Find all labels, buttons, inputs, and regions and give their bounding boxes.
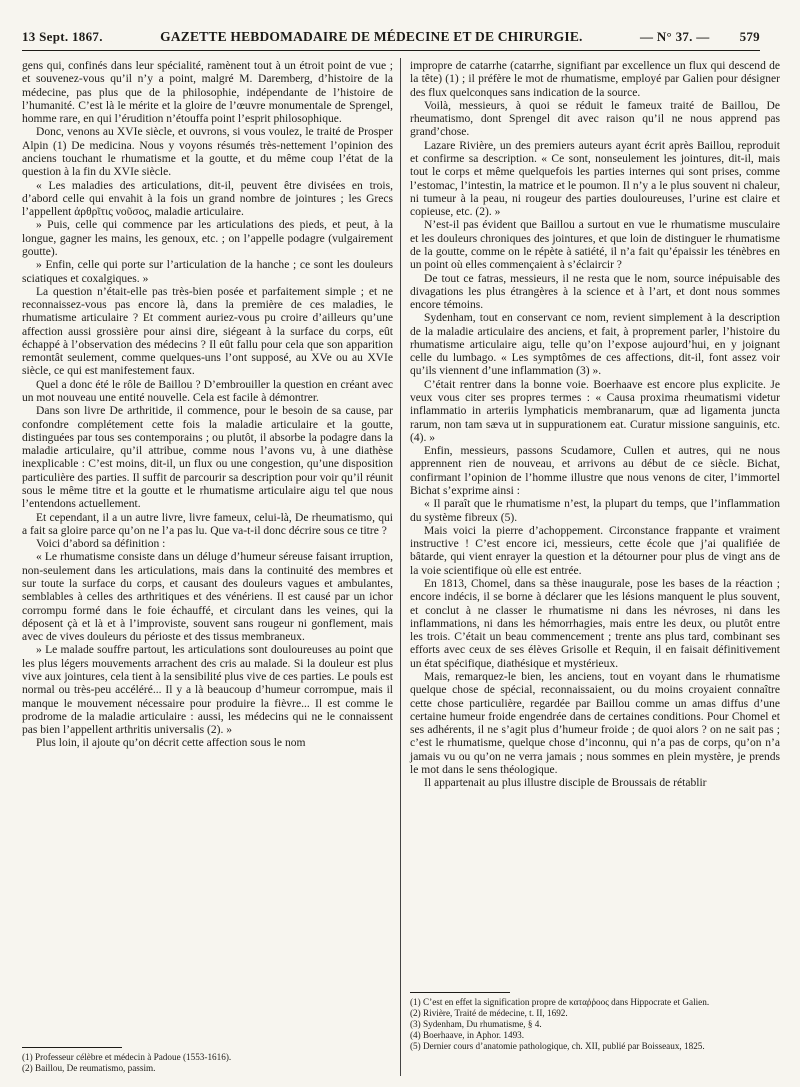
- header-date: 13 Sept. 1867.: [22, 29, 103, 44]
- paragraph: « Les maladies des articulations, dit-il, peuvent être divisées en trois, d’abord celle qui envahit à la fois un grand nombre de jointures ; les Grecs l’appellent ἀρθρῖτις νοῦσος, maladie articulaire.: [22, 179, 393, 219]
- paragraph: impropre de catarrhe (catarrhe, signifiant par excellence un flux qui descend de la tête) (1) ; il préfère le mot de rhumatisme, employé par Galien pour désigner des flux quelconques sans indication de la source.: [410, 60, 780, 99]
- footnote: (2) Rivière, Traité de médecine, t. II, 1692.: [410, 1008, 568, 1018]
- journal-title: GAZETTE HEBDOMADAIRE DE MÉDECINE ET DE CHIRURGIE.: [160, 29, 583, 44]
- footnote: (4) Boerhaave, in Aphor. 1493.: [410, 1030, 525, 1040]
- paragraph: Il appartenait au plus illustre disciple de Broussais de rétablir: [424, 777, 707, 790]
- paragraph: Plus loin, il ajoute qu’on décrit cette affection sous le nom: [36, 737, 306, 750]
- column-divider: [400, 58, 401, 1076]
- page-header: [22, 24, 760, 50]
- paragraph: N’est-il pas évident que Baillou a surtout en vue le rhumatisme musculaire et les douleurs chroniques des jointures, et que loin de distinguer le rhumatisme de la goutte, comme on le répète à satiété, il n’a fait qu’épaissir les ténèbres en un point où elles commençaient à s’éclaircir ?: [410, 219, 780, 272]
- right-column: [410, 60, 780, 790]
- footnote-rule: [410, 992, 510, 993]
- paragraph: » Enfin, celle qui porte sur l’articulation de la hanche ; ce sont les douleurs sciatiques et coxalgiques. »: [22, 259, 393, 285]
- paragraph: » Le malade souffre partout, les articulations sont douloureuses au point que les plus légers mouvements arrachent des cris au malade. Si la douleur est plus vive aux jointures, cela tient à la sensibilité plus vive de ces parties. Le pouls est normal ou très-peu accéléré... Il y a là beaucoup d’humeur corrompue, mais il manque le mouvement nécessaire pour produire la fièvre... Il est comme le prodrome de la maladie articulaire : aussi, les médecins qui ne le connaissent pas bien l’appellent arthritis universalis (2). »: [22, 644, 394, 737]
- footnote: (1) Professeur célèbre et médecin à Padoue (1553-1616).: [22, 1052, 232, 1062]
- footnote-rule: [22, 1047, 122, 1048]
- paragraph: Dans son livre De arthritide, il commence, pour le besoin de sa cause, par confondre complétement cette fois la maladie articulaire et la goutte, distinguées par tous ses contemporains ; ou plutôt, il absorbe la podagre dans la maladie articulaire, qu’il attribue, comme nous l’avons vu, à une diathèse inexplicable : C’est moins, dit-il, un flux ou une congestion, qu’une disposition particulière des parties. Il suffit de parcourir sa description pour voir qu’il réunit sous le même titre et la goutte et le rhumatisme articulaire aigu tel que nous l’entendons actuellement.: [22, 405, 393, 511]
- footnotes-left: [22, 1047, 393, 1074]
- paragraph: Enfin, messieurs, passons Scudamore, Cullen et autres, qui ne nous apprennent rien de nouveau, et arrivons au début de ce siècle. Bichat, confirmant l’opinion de l’homme illustre que nous venons de citer, l’immortel Bichat s’exprime ainsi :: [410, 445, 780, 497]
- paragraph: Et cependant, il a un autre livre, livre fameux, celui-là, De rheumatismo, qui a fait sa gloire parce qu’on ne l’a pas lu. Que va-t-il donc décrire sous ce titre ?: [22, 511, 393, 537]
- paragraph: » Puis, celle qui commence par les articulations des pieds, et peut, à la longue, gagner les mains, les genoux, etc. ; on l’appelle podagre (vulgairement goutte).: [22, 219, 393, 258]
- issue-number: — N° 37. —: [639, 29, 710, 44]
- paragraph: De tout ce fatras, messieurs, il ne resta que le nom, source inépuisable des divagations les plus étrangères à la science et à l’art, et dont nous sommes encore témoins.: [410, 272, 780, 312]
- page-number: 579: [739, 29, 760, 44]
- paragraph: Quel a donc été le rôle de Baillou ? D’embrouiller la question en créant avec un mot nouveau une entité nouvelle. Cela est facile à démontrer.: [22, 378, 393, 405]
- paragraph: C’était rentrer dans la bonne voie. Boerhaave est encore plus explicite. Je veux vous citer ses propres termes : « Causa proxima rheumatismi videtur inflammatio in arteriis lymphaticis membranarum, quæ ad ligamenta juncta rarum, non tam sæva ut in suppurationem eat. Curatur missione sanguinis, etc. (4). »: [410, 378, 780, 444]
- paragraph: La question n’était-elle pas très-bien posée et parfaitement simple ; et ne reconnaissez-vous pas encore là, dans la première de ces maladies, le rhumatisme articulaire ? Et comment auriez-vous pu croire d’ailleurs qu’une affection aussi grossière pour ainsi dire, siégeant à la surface du corps, eût échappé à l’observation des médecins ? Il eût fallu pour cela que son apparition remontât seulement, comme quelques-uns l’ont supposé, au XVe ou au XVIe siècle, ce qui est manifestement faux.: [22, 285, 393, 378]
- paragraph: Voici d’abord sa définition :: [36, 538, 166, 551]
- paragraph: En 1813, Chomel, dans sa thèse inaugurale, pose les bases de la réaction ; encore indécis, il se borne à déclarer que les lésions manquent le plus souvent, et conclut à ne classer le rhumatisme ni dans les névroses, ni dans les inflammations, ni dans les hémorrhagies, mais entre les deux, ou plutôt entre les trois. C’était un beau commencement ; trente ans plus tard, combinant ses efforts avec ceux de ses élèves Grisolle et Requin, il en faisait définitivement un état spécifique, diathésique et mystérieux.: [410, 577, 780, 670]
- footnote: (5) Dernier cours d’anatomie pathologique, ch. XII, publié par Boisseaux, 1825.: [410, 1041, 705, 1051]
- paragraph: Lazare Rivière, un des premiers auteurs ayant écrit après Baillou, reproduit et confirme sa description. « Ce sont, nonseulement les jointures, dit-il, mais tout le corps et même quelquefois les parties internes qui sont prises, comme l’estomac, l’intestin, la matrice et le poumon. Il n’y a le plus souvent ni chaleur, ni tumeur à la peau, ni rougeur des parties douloureuses, l’urine est claire et copieuse, etc. (2). »: [410, 139, 780, 219]
- footnotes-right: [410, 992, 782, 1052]
- footnote: (2) Baillou, De reumatismo, passim.: [22, 1063, 156, 1073]
- paragraph: gens qui, confinés dans leur spécialité, ramènent tout à un étroit point de vue ; et souvenez-vous qu’il n’y a point, malgré M. Daremberg, d’histoire de la médecine, pas plus que de la philosophie, indépendante de l’histoire de l’humanité. C’est là le mérite et la gloire de l’œuvre monumentale de Sprengel, homme rare, en qui l’érudition n’étouffa point l’esprit philosophique.: [22, 60, 393, 126]
- footnote: (3) Sydenham, Du rhumatisme, § 4.: [410, 1019, 542, 1029]
- paragraph: Donc, venons au XVIe siècle, et ouvrons, si vous voulez, le traité de Prosper Alpin (1) De medicina. Nous y voyons résumés très-nettement l’opinion des anciens touchant le rhumatisme et la goutte, et du même coup l’état de la question à la fin du XVIe siècle.: [22, 126, 393, 179]
- footnote: (1) C’est en effet la signification propre de καταῤῥοος dans Hippocrate et Galien.: [410, 997, 710, 1007]
- header-rule: [22, 50, 760, 51]
- paragraph: Mais, remarquez-le bien, les anciens, tout en voyant dans le rhumatisme quelque chose de spécial, reconnaissaient, ou du moins croyaient connaître cette chose particulière, regardée par Baillou comme un amas diffus d’une certaine humeur froide engendrée dans de certaines conditions. Pour Chomel et ses adhérents, il ne s’agit plus d’humeur froide ; de quoi alors ? on ne sait pas ; c’est le rhumatisme, quelque chose d’inconnu, qui n’a pas de corps, qu’on n’a jamais vu ou qu’on ne verra jamais ; nous sommes en plein mystère, je prends le mot dans le sens théologique.: [410, 670, 780, 776]
- header-right: [640, 29, 760, 45]
- paragraph: « Il paraît que le rhumatisme n’est, la plupart du temps, que l’inflammation du système fibreux (5).: [410, 498, 780, 524]
- paragraph: Sydenham, tout en conservant ce nom, revient simplement à la description de la maladie articulaire des anciens, et fait, à proprement parler, l’histoire du rhumatisme articulaire aigu, telle qu’on l’expose aujourd’hui, en y joignant celle du lumbago. « Les symptômes de ces affections, dit-il, font assez voir qu’ils viennent d’une inflammation (3) ».: [410, 312, 780, 378]
- paragraph: Mais voici la pierre d’achoppement. Circonstance frappante et vraiment instructive ! C’est encore ici, messieurs, cette école que j’ai qualifiée de bâtarde, qui vient enrayer la question et la détourner pour plus de vingt ans de la voie scientifique où elle est entrée.: [410, 524, 780, 577]
- left-column: [22, 60, 393, 751]
- paragraph: « Le rhumatisme consiste dans un déluge d’humeur séreuse faisant irruption, non-seulement dans les articulations, mais dans la continuité des membres et sur toute la surface du corps, et causant des douleurs vagues et ambulantes, semblables à celles des arthritiques et des vénériens. Il est causé par un ichor corrompu formé dans le foie échauffé, et circulant dans les veines, qui la déposent çà et là et à l’improviste, souvent sans rougeur ni gonflement, mais avec de vives douleurs du périoste et des tissus membraneux.: [22, 551, 393, 644]
- paragraph: Voilà, messieurs, à quoi se réduit le fameux traité de Baillou, De rheumatismo, dont Sprengel dit avec raison qu’il ne nous apprend pas grand’chose.: [410, 99, 780, 139]
